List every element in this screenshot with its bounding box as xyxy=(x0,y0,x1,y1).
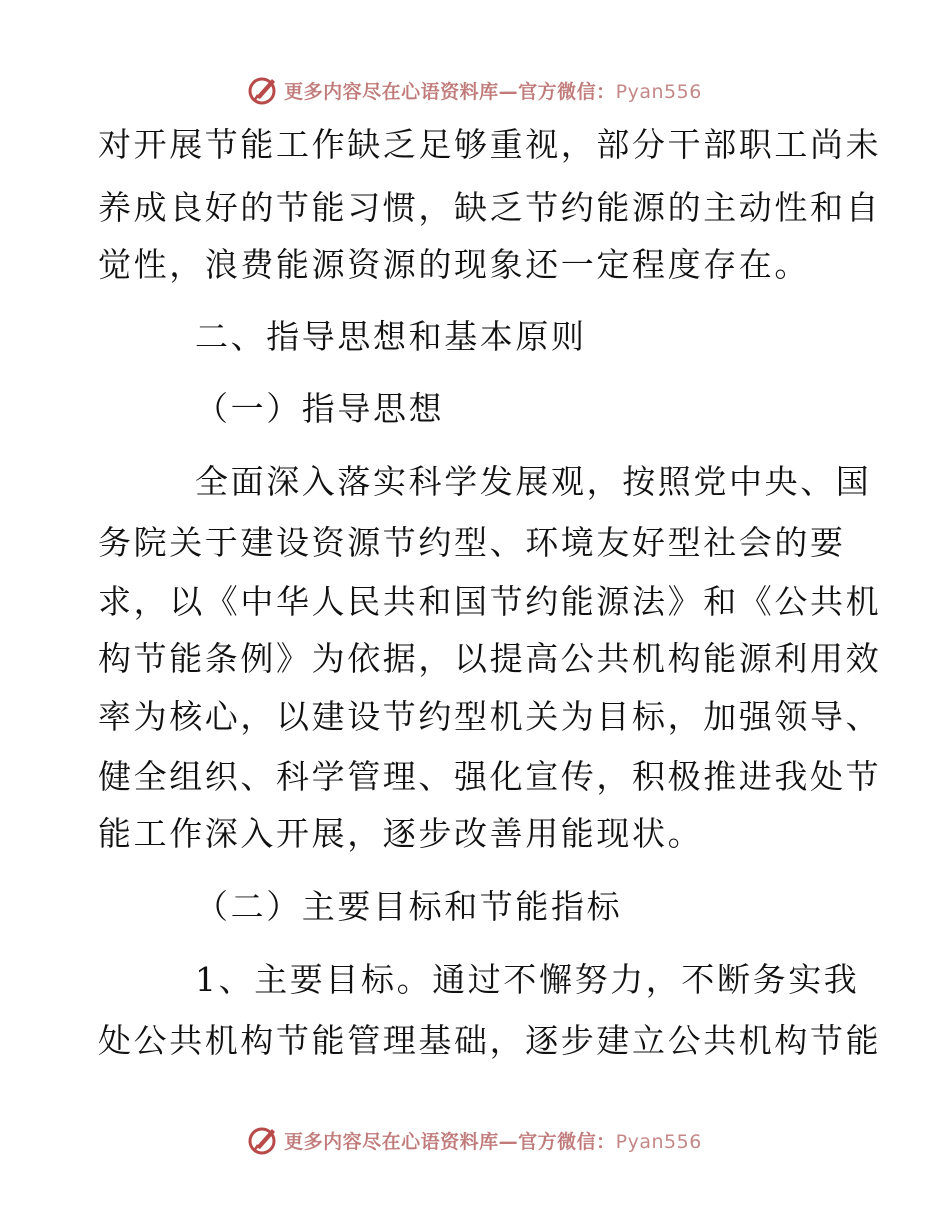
watermark-text: 更多内容尽在心语资料库—官方微信：Pyan556 xyxy=(284,80,702,103)
quill-logo-icon xyxy=(248,1125,278,1155)
paragraph-first-line: 1、主要目标。通过不懈努力，不断务实我 xyxy=(195,960,860,999)
body-line: 率为核心，以建设节约型机关为目标，加强领导、 xyxy=(98,697,882,736)
watermark-handle: Pyan556 xyxy=(615,1130,702,1153)
body-line: 求，以《中华人民共和国节约能源法》和《公共机 xyxy=(98,582,882,621)
subsection-heading: （二）主要目标和节能指标 xyxy=(195,887,623,926)
body-line: 对开展节能工作缺乏足够重视，部分干部职工尚未 xyxy=(98,125,882,164)
body-line: 处公共机构节能管理基础，逐步建立公共机构节能 xyxy=(98,1021,882,1060)
body-line: 健全组织、科学管理、强化宣传，积极推进我处节 xyxy=(98,757,882,796)
subsection-heading: （一）指导思想 xyxy=(195,389,445,428)
watermark-text: 更多内容尽在心语资料库—官方微信：Pyan556 xyxy=(284,1130,702,1153)
section-heading: 二、指导思想和基本原则 xyxy=(195,317,587,356)
watermark-handle: Pyan556 xyxy=(615,80,702,103)
body-line: 务院关于建设资源节约型、环境友好型社会的要 xyxy=(98,523,846,562)
body-line: 养成良好的节能习惯，缺乏节约能源的主动性和自 xyxy=(98,188,882,227)
body-line: 能工作深入开展，逐步改善用能现状。 xyxy=(98,814,704,853)
watermark-footer xyxy=(0,1120,950,1160)
body-line: 觉性，浪费能源资源的现象还一定程度存在。 xyxy=(98,245,810,284)
paragraph-first-line: 全面深入落实科学发展观，按照党中央、国 xyxy=(195,462,872,501)
body-line: 构节能条例》为依据，以提高公共机构能源利用效 xyxy=(98,639,882,678)
